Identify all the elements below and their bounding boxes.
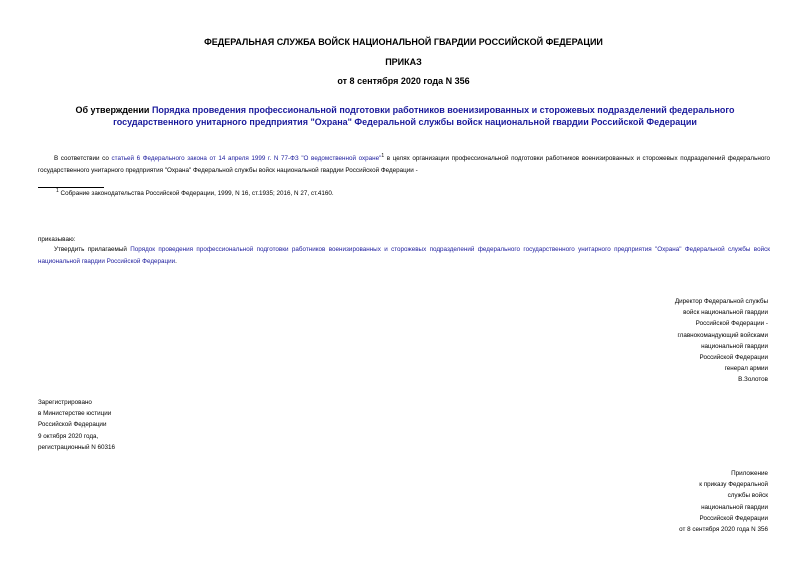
signature-block (560, 296, 768, 386)
order-paragraph (38, 244, 770, 268)
appendix-line: Приложение (731, 470, 768, 477)
signature-line: В.Золотов (738, 376, 768, 384)
footnote-text: Собрание законодательства Российской Федерации, 1999, N 16, ст.1935; 2016, N 27, ст.4160. (58, 190, 334, 197)
date-number-heading: от 8 сентября 2020 года N 356 (337, 76, 470, 86)
signature-line: Российской Федерации (699, 354, 768, 362)
law-link[interactable]: статьей 6 Федерального закона от 14 апреля 1999 г. N 77-ФЗ "О ведомственной охране" (111, 155, 382, 162)
appendix-line: к приказу Федеральной (699, 481, 768, 489)
order-text-1: Утвердить прилагаемый (54, 246, 131, 253)
registration-line: 9 октября 2020 года, (38, 432, 99, 440)
registration-line: регистрационный N 60316 (38, 443, 116, 451)
registration-line: Зарегистрировано (38, 399, 92, 406)
preamble-paragraph (38, 153, 770, 177)
appendix-line: национальной гвардии (701, 503, 768, 511)
agency-heading: ФЕДЕРАЛЬНАЯ СЛУЖБА ВОЙСК НАЦИОНАЛЬНОЙ ГВАРДИИ РОССИЙСКОЙ ФЕДЕРАЦИИ (204, 37, 603, 47)
signature-line: Российской Федерации - (695, 320, 768, 328)
title-link[interactable]: Порядка проведения профессиональной подготовки работников военизированных и сторожевых подразделений федерального государственного унитарного предприятия "Охрана" Федеральной службы войск национальной гвардии Российской Федерации (113, 105, 735, 127)
signature-line: главнокомандующий войсками (677, 331, 768, 339)
signature-line: Директор Федеральной службы (674, 298, 768, 305)
appendix-line: службы войск (727, 492, 768, 500)
registration-line: в Министерстве юстиции (38, 410, 112, 418)
appendix-line: от 8 сентября 2020 года N 356 (679, 526, 768, 534)
footnote-mark: 1 (56, 187, 59, 194)
preamble-text-1: В соответствии со (54, 155, 112, 162)
order-text-2: . (175, 258, 177, 265)
doc-type-heading: ПРИКАЗ (385, 57, 422, 67)
order-command: приказываю: (38, 236, 76, 243)
registration-block (38, 397, 115, 453)
procedure-link[interactable]: Порядок проведения профессиональной подготовки работников военизированных и сторожевых подразделений федерального государственного унитарного предприятия "Охрана" Федеральной службы войск национальной гвардии Российской Федерации (38, 246, 770, 265)
appendix-line: Российской Федерации (699, 514, 768, 522)
preamble-text-2: в целях организации профессиональной подготовки работников военизированных и сторожевых подразделений федерального государственного унитарного предприятия "Охрана" Федеральной службы войск национальной гвардии Российской Федерации - (38, 155, 771, 174)
registration-line: Российской Федерации (38, 421, 107, 429)
appendix-block (560, 468, 768, 535)
signature-line: национальной гвардии (701, 342, 768, 350)
footnote (56, 188, 334, 200)
document-title (60, 104, 750, 128)
footnote-ref[interactable]: 1 (381, 152, 385, 159)
signature-line: генерал армии (724, 365, 768, 373)
title-prefix: Об утверждении (75, 105, 152, 115)
signature-line: войск национальной гвардии (683, 309, 768, 317)
